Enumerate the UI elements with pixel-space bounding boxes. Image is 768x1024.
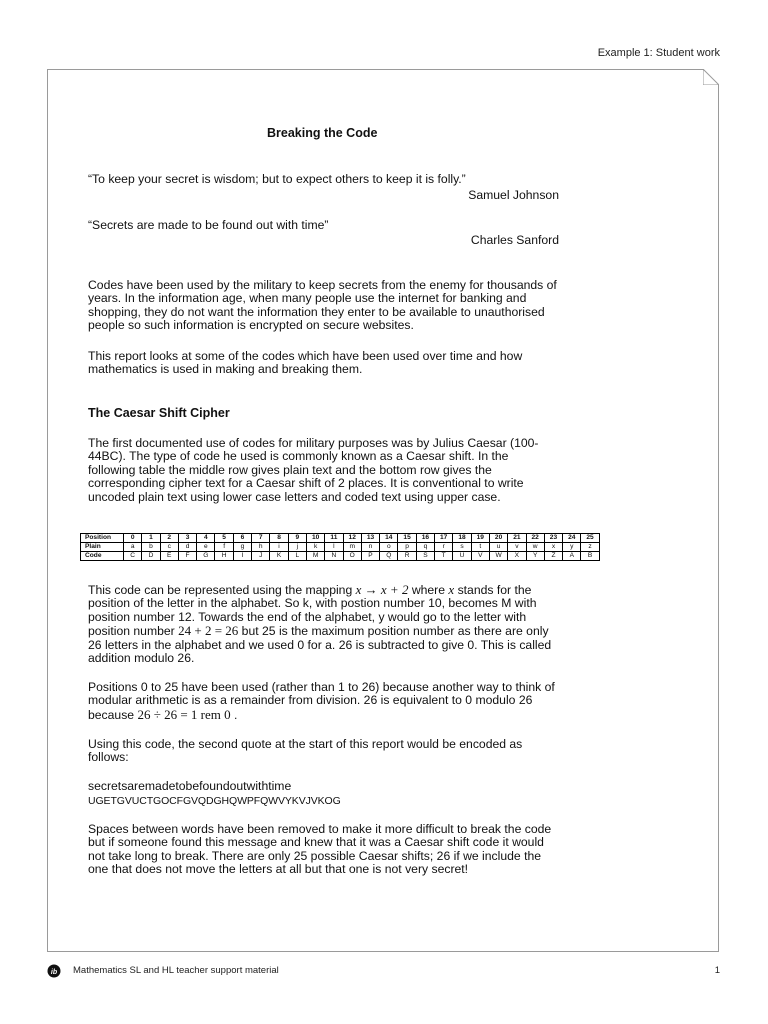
paragraph-caesar-history: The first documented use of codes for military purposes was by Julius Caesar (100-44BC). The type of code he used is commonly known as a Caesar shift. In the following table the middle row gives plain text and the bottom row gives the corresponding cipher text for a Caesar shift of 2 places. It is conventional to write uncoded plain text using lower case letters and coded text using upper case. <box>88 436 539 504</box>
cell-position-13: 13 <box>361 534 379 543</box>
cell-plain-14: o <box>380 543 398 552</box>
paragraph-mapping <box>88 583 563 665</box>
table-row-plain <box>81 543 600 552</box>
row-label-code: Code <box>81 552 124 561</box>
cell-position-17: 17 <box>435 534 453 543</box>
cell-code-8: K <box>270 552 288 561</box>
modulo-end-text: . <box>230 707 238 722</box>
cell-code-16: S <box>416 552 434 561</box>
cell-code-20: W <box>489 552 507 561</box>
ciphertext-message: UGETGVUCTGOCFGVQDGHQWPFQWVYKVJVKOG <box>88 795 341 807</box>
cell-plain-15: p <box>398 543 416 552</box>
header-label: Example 1: Student work <box>597 47 720 59</box>
cell-plain-20: u <box>489 543 507 552</box>
cell-code-4: G <box>197 552 215 561</box>
cell-plain-5: f <box>215 543 233 552</box>
cell-position-5: 5 <box>215 534 233 543</box>
cell-code-11: N <box>325 552 343 561</box>
cell-plain-22: w <box>526 543 544 552</box>
mapping-end-text: but 25 is the maximum position number as there are only 26 letters in the alphabet and we used 0 for a. 26 is subtracted to give 0. This is called addition modulo 26. <box>88 624 552 666</box>
mapping-tail-text: stands for the position of the letter in the alphabet. So k, with postion number 10, becomes M with position number 12. Towards the end of the alphabet, y would go to the letter with position number <box>88 583 537 639</box>
cell-position-20: 20 <box>489 534 507 543</box>
cell-position-18: 18 <box>453 534 471 543</box>
row-label-plain: Plain <box>81 543 124 552</box>
cell-plain-9: j <box>288 543 306 552</box>
cell-code-9: L <box>288 552 306 561</box>
cell-plain-10: k <box>306 543 324 552</box>
paragraph-conclusion: Spaces between words have been removed to make it more difficult to break the code but if someone found this message and knew that it was a Caesar shift code it would not take long to break. There are only 25 possible Caesar shifts; 26 if we include the one that does not move the letters at all but that one is not very secret! <box>88 822 552 877</box>
cell-position-25: 25 <box>581 534 599 543</box>
ib-logo-icon <box>47 964 61 978</box>
cell-plain-13: n <box>361 543 379 552</box>
quote-2-author: Charles Sanford <box>470 233 559 247</box>
cell-plain-12: m <box>343 543 361 552</box>
cell-code-14: Q <box>380 552 398 561</box>
plaintext-message: secretsaremadetobefoundoutwithtime <box>88 779 292 793</box>
table-row-code <box>81 552 600 561</box>
cell-code-3: F <box>178 552 196 561</box>
cell-position-16: 16 <box>416 534 434 543</box>
paragraph-intro: Codes have been used by the military to keep secrets from the enemy for thousands of years. In the information age, when many people use the internet for banking and shopping, they do not want the information they enter to be available to unauthorised people so such information is encrypted on secure websites. <box>88 278 557 333</box>
cell-plain-8: i <box>270 543 288 552</box>
cell-code-5: H <box>215 552 233 561</box>
page-fold-icon <box>703 69 719 85</box>
cell-code-25: B <box>581 552 599 561</box>
cell-plain-17: r <box>435 543 453 552</box>
document-title: Breaking the Code <box>267 126 378 140</box>
row-label-position: Position <box>81 534 124 543</box>
cell-position-9: 9 <box>288 534 306 543</box>
cell-position-1: 1 <box>142 534 160 543</box>
cell-position-7: 7 <box>252 534 270 543</box>
cell-code-0: C <box>124 552 142 561</box>
quote-2: “Secrets are made to be found out with time” <box>88 218 329 232</box>
cell-plain-0: a <box>124 543 142 552</box>
cell-code-15: R <box>398 552 416 561</box>
cell-position-22: 22 <box>526 534 544 543</box>
mapping-formula: x → x + 2 <box>355 582 409 597</box>
footer-text: Mathematics SL and HL teacher support material <box>73 965 279 976</box>
cell-plain-25: z <box>581 543 599 552</box>
cell-position-19: 19 <box>471 534 489 543</box>
page-number: 1 <box>714 965 720 976</box>
paragraph-modulo <box>88 681 558 722</box>
cell-code-6: I <box>233 552 251 561</box>
cell-position-15: 15 <box>398 534 416 543</box>
caesar-cipher-table <box>80 533 600 561</box>
cell-position-24: 24 <box>563 534 581 543</box>
cell-code-22: Y <box>526 552 544 561</box>
cell-plain-1: b <box>142 543 160 552</box>
mapping-mid-text: where <box>408 583 449 597</box>
cell-code-2: E <box>160 552 178 561</box>
cell-code-24: A <box>563 552 581 561</box>
mapping-equation: 24 + 2 = 26 <box>178 623 239 639</box>
cell-code-1: D <box>142 552 160 561</box>
cell-position-12: 12 <box>343 534 361 543</box>
quote-1-author: Samuel Johnson <box>468 188 559 202</box>
cell-plain-19: t <box>471 543 489 552</box>
modulo-lead-text: Positions 0 to 25 have been used (rather than 1 to 26) because another way to think of modular arithmetic is as a remainder from division. 26 is equivalent to 0 modulo 26 because <box>88 680 555 722</box>
cell-code-18: U <box>453 552 471 561</box>
cell-position-4: 4 <box>197 534 215 543</box>
cell-code-19: V <box>471 552 489 561</box>
document-page <box>47 69 719 952</box>
cell-plain-6: g <box>233 543 251 552</box>
cell-plain-2: c <box>160 543 178 552</box>
cell-code-17: T <box>435 552 453 561</box>
paragraph-report-scope: This report looks at some of the codes which have been used over time and how mathematics is used in making and breaking them. <box>88 349 523 377</box>
cell-position-3: 3 <box>178 534 196 543</box>
cell-plain-24: y <box>563 543 581 552</box>
cell-plain-18: s <box>453 543 471 552</box>
cell-code-10: M <box>306 552 324 561</box>
section-title: The Caesar Shift Cipher <box>88 406 230 420</box>
cell-code-12: O <box>343 552 361 561</box>
cell-position-10: 10 <box>306 534 324 543</box>
cell-position-8: 8 <box>270 534 288 543</box>
cell-position-6: 6 <box>233 534 251 543</box>
cell-position-11: 11 <box>325 534 343 543</box>
cell-code-23: Z <box>544 552 562 561</box>
cell-plain-11: l <box>325 543 343 552</box>
cell-plain-16: q <box>416 543 434 552</box>
modulo-equation: 26 ÷ 26 = 1 rem 0 <box>137 706 231 722</box>
svg-text:ib: ib <box>50 969 58 976</box>
table-row-position <box>81 534 600 543</box>
mapping-variable: x <box>448 582 455 597</box>
cell-position-21: 21 <box>508 534 526 543</box>
cell-position-0: 0 <box>124 534 142 543</box>
cell-plain-21: v <box>508 543 526 552</box>
cell-position-2: 2 <box>160 534 178 543</box>
paragraph-encode-intro: Using this code, the second quote at the start of this report would be encoded as follows: <box>88 737 523 765</box>
cell-plain-4: e <box>197 543 215 552</box>
cell-plain-7: h <box>252 543 270 552</box>
cell-code-21: X <box>508 552 526 561</box>
cell-code-13: P <box>361 552 379 561</box>
cell-position-14: 14 <box>380 534 398 543</box>
quote-1: “To keep your secret is wisdom; but to expect others to keep it is folly.” <box>88 172 466 186</box>
mapping-lead-text: This code can be represented using the mapping <box>88 583 356 597</box>
cell-code-7: J <box>252 552 270 561</box>
cell-plain-3: d <box>178 543 196 552</box>
cell-position-23: 23 <box>544 534 562 543</box>
cell-plain-23: x <box>544 543 562 552</box>
